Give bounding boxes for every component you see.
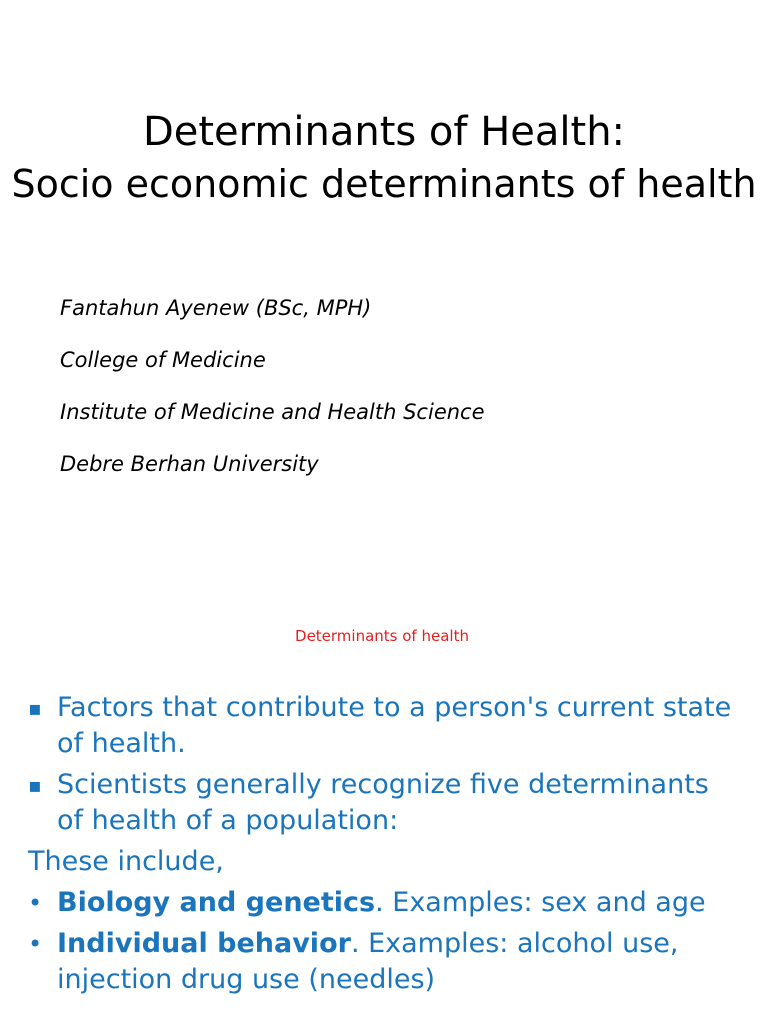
author-college: College of Medicine [60, 348, 266, 372]
section-heading: Determinants of health [295, 627, 469, 645]
determinant-description: . Examples: alcohol use, injection drug use (needles) [57, 928, 679, 995]
square-bullet-icon: ▪ [28, 773, 42, 797]
author-institute: Institute of Medicine and Health Science [60, 400, 485, 424]
author-block [60, 292, 760, 500]
determinant-term: Biology and genetics [57, 887, 376, 918]
author-university: Debre Berhan University [60, 452, 319, 476]
page-subtitle: Socio economic determinants of health [11, 162, 757, 206]
bullet-item [0, 690, 768, 762]
square-bullet-icon: ▪ [28, 696, 42, 720]
determinant-description: . Examples: sex and age [375, 887, 706, 918]
content-body [0, 690, 768, 1003]
bullet-text: Scientists generally recognize five determinants of health of a population: [57, 769, 709, 836]
bullet-item [0, 767, 768, 839]
page-title: Determinants of Health: [142, 109, 626, 155]
round-bullet-icon: • [28, 930, 43, 958]
intro-text: These include, [28, 846, 224, 877]
author-name: Fantahun Ayenew (BSc, MPH) [60, 296, 372, 320]
round-bullet-icon: • [28, 889, 43, 917]
determinant-term: Individual behavior [57, 928, 351, 959]
determinant-item [0, 926, 768, 998]
determinant-item [0, 885, 768, 921]
bullet-text: Factors that contribute to a person's current state of health. [57, 692, 732, 759]
title-block [0, 106, 768, 210]
